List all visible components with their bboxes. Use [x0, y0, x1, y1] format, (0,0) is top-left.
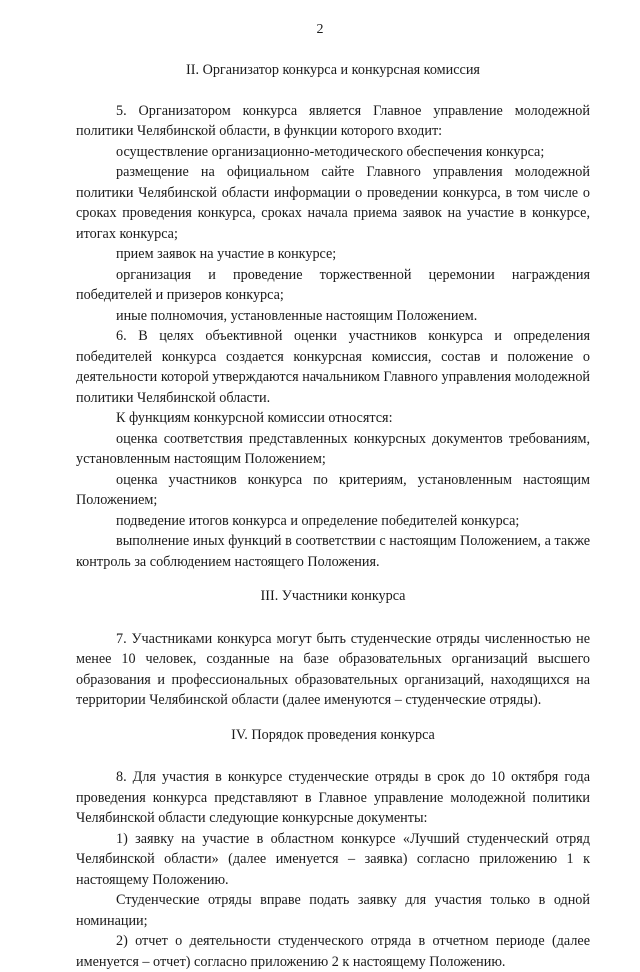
paragraph: 1) заявку на участие в областном конкурсе «Лучший студенческий отряд Челябинской области» (далее именуется – заявка) согласно приложению 1 к настоящему Положению.	[76, 830, 590, 888]
paragraph: оценка соответствия представленных конкурсных документов требованиям, установленным настоящим Положением;	[76, 430, 590, 467]
paragraph: Студенческие отряды вправе подать заявку для участия только в одной номинации;	[76, 892, 590, 929]
section-heading-organizer: II. Организатор конкурса и конкурсная комиссия	[186, 62, 480, 78]
paragraph: осуществление организационно-методического обеспечения конкурса;	[116, 143, 545, 160]
section-heading-participants: III. Участники конкурса	[260, 588, 406, 604]
paragraph: 8. Для участия в конкурсе студенческие отряды в срок до 10 октября года проведения конкурса представляют в Главное управление молодежной политики Челябинской области следующие конкурсные документы:	[76, 769, 590, 826]
paragraph: организация и проведение торжественной церемонии награждения победителей и призеров конкурса;	[76, 266, 590, 303]
paragraph: К функциям конкурсной комиссии относятся:	[116, 410, 393, 426]
paragraph: 6. В целях объективной оценки участников конкурса и определения победителей конкурса создается конкурсная комиссия, состав и положение о деятельности которой утверждаются начальником Главного управления молодежной политики Челябинской области.	[76, 328, 590, 406]
paragraph: 5. Организатором конкурса является Главное управление молодежной политики Челябинской области, в функции которого входит:	[76, 102, 590, 139]
section-heading-procedure: IV. Порядок проведения конкурса	[231, 726, 435, 743]
paragraph: прием заявок на участие в конкурсе;	[116, 246, 337, 262]
paragraph: подведение итогов конкурса и определение победителей конкурса;	[116, 512, 520, 529]
paragraph: размещение на официальном сайте Главного управления молодежной политики Челябинской области информации о проведении конкурса, в том числе о сроках проведения конкурса, сроках начала приема заявок на участие в конкурсе, итогах конкурса;	[76, 164, 590, 242]
paragraph: 7. Участниками конкурса могут быть студенческие отряды численностью не менее 10 человек, созданные на базе образовательных организаций высшего образования и профессиональных образовательных организаций, находящихся на территории Челябинской области (далее именуются – студенческие отряды).	[76, 630, 590, 708]
paragraph: выполнение иных функций в соответствии с настоящим Положением, а также контроль за соблюдением настоящего Положения.	[76, 533, 590, 570]
page-number: 2	[316, 22, 324, 37]
paragraph: иные полномочия, установленные настоящим Положением.	[116, 307, 478, 324]
document-body	[76, 60, 590, 972]
paragraph: оценка участников конкурса по критериям, установленным настоящим Положением;	[76, 471, 590, 508]
paragraph: 2) отчет о деятельности студенческого отряда в отчетном периоде (далее именуется – отчет) согласно приложению 2 к настоящему Положению.	[76, 933, 590, 970]
